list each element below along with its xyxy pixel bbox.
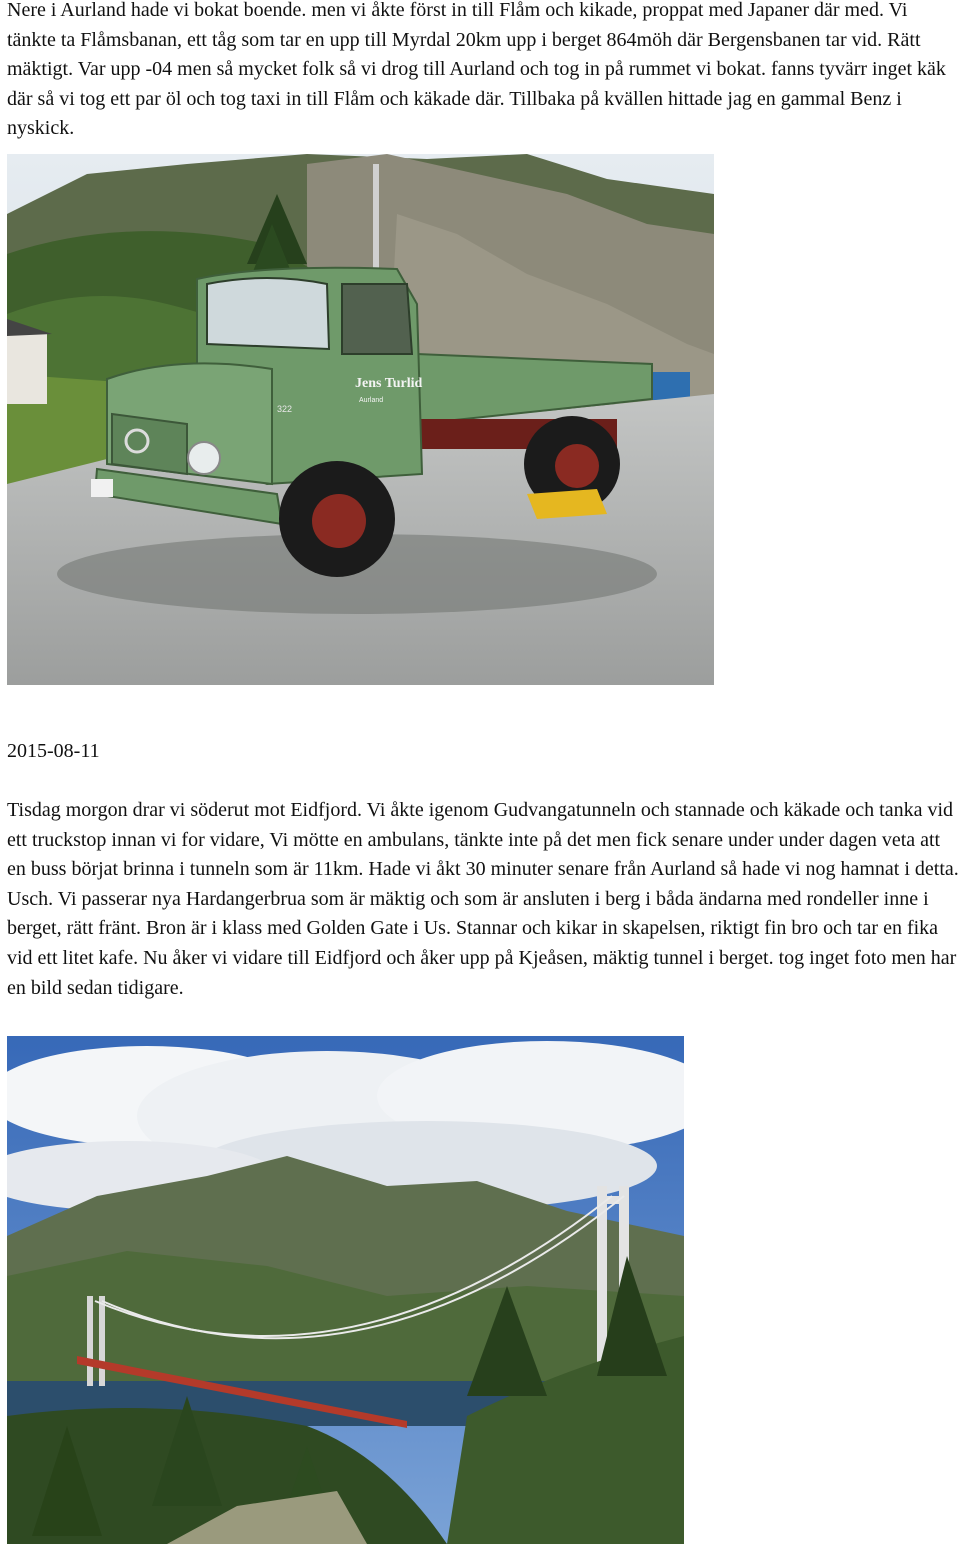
paragraph-eidfjord: Tisdag morgon drar vi söderut mot Eidfjord. Vi åkte igenom Gudvangatunneln och stannade och käkade och tanka vid ett truckstop innan vi for vidare, Vi mötte en ambulans, tänkte inte på det men fick senare under under dagen veta att en buss börjat brinna i tunneln som är 11km. Hade vi åkt 30 minuter senare från Aurland så hade vi nog hamnat i detta. Usch. Vi passerar nya Hardangerbrua som är mäktig och som är ansluten i berg i båda ändarna med rondeller inne i berget, rätt fränt. Bron är i klass med Golden Gate i Us. Stannar och kikar in skapelsen, riktigt fin bro och tar en fika vid ett litet kafe. Nu åker vi vidare till Eidfjord och åker upp på Kjeåsen, mäktig tunnel i berget. tog inget foto men har en bild sedan tidigare. bbox=[7, 799, 959, 999]
truck-door-text: Jens Turlid bbox=[355, 376, 423, 391]
truck-illustration bbox=[7, 154, 714, 685]
bridge-illustration bbox=[7, 1036, 684, 1544]
truck-photo bbox=[7, 154, 714, 685]
truck-model-badge: 322 bbox=[277, 404, 293, 414]
paragraph-aurland: Nere i Aurland hade vi bokat boende. men vi åkte först in till Flåm och kikade, proppat med Japaner där med. Vi tänkte ta Flåmsbanan, ett tåg som tar en upp till Myrdal 20km upp i berget 864möh där Bergensbanen tar vid. Rätt mäktigt. Var upp -04 men så mycket folk så vi drog till Aurland och tog in på rummet vi bokat. fanns tyvärr inget käk där så vi tog ett par öl och tog taxi in till Flåm och käkade där. Tillbaka på kvällen hittade jag en gammal Benz i nyskick. bbox=[7, 0, 946, 140]
truck-door-subtext: Aurland bbox=[359, 397, 384, 404]
bridge-photo bbox=[7, 1036, 684, 1544]
entry-date: 2015-08-11 bbox=[7, 740, 100, 762]
